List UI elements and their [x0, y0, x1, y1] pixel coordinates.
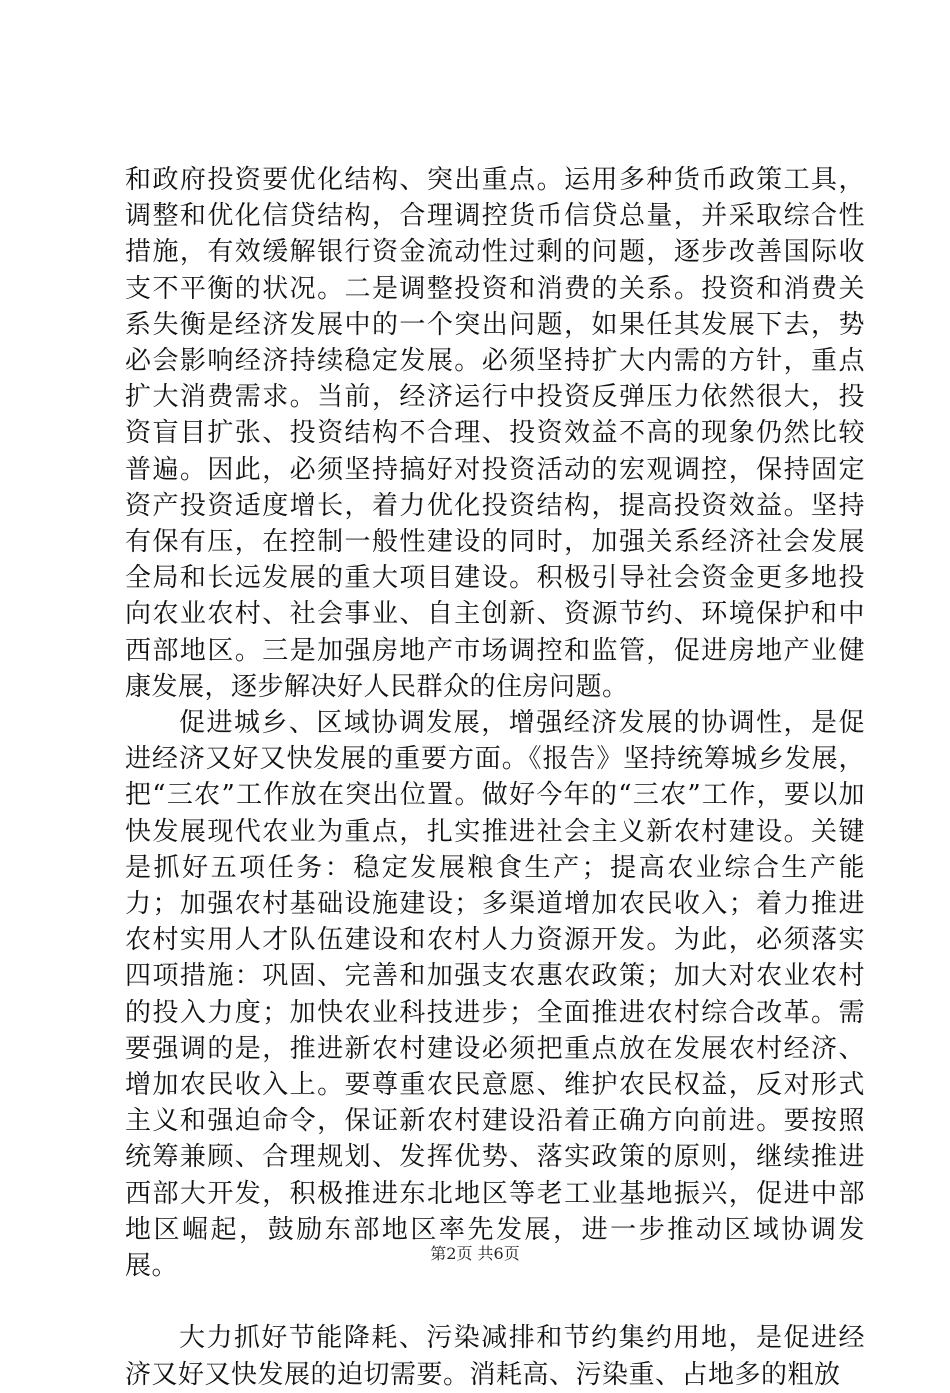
page-footer: 第2页 共6页 — [430, 1244, 520, 1263]
paragraph-3: 大力抓好节能降耗、污染减排和节约集约用地，是促进经济又好又快发展的迫切需要。消耗高、污染重、占地多的粗放 — [125, 1323, 865, 1390]
document-body — [125, 162, 865, 1393]
paragraph-1: 和政府投资要优化结构、突出重点。运用多种货币政策工具，调整和优化信贷结构，合理调控货币信贷总量，并采取综合性措施，有效缓解银行资金流动性过剩的问题，逐步改善国际收支不平衡的状况。二是调整投资和消费的关系。投资和消费关系失衡是经济发展中的一个突出问题，如果任其发展下去，势必会影响经济持续稳定发展。必须坚持扩大内需的方针，重点扩大消费需求。当前，经济运行中投资反弹压力依然很大，投资盲目扩张、投资结构不合理、投资效益不高的现象仍然比较普遍。因此，必须坚持搞好对投资活动的宏观调控，保持固定资产投资适度增长，着力优化投资结构，提高投资效益。坚持有保有压，在控制一般性建设的同时，加强关系经济社会发展全局和长远发展的重大项目建设。积极引导社会资金更多地投向农业农村、社会事业、自主创新、资源节约、环境保护和中西部地区。三是加强房地产市场调控和监管，促进房地产业健康发展，逐步解决好人民群众的住房问题。 — [125, 165, 865, 702]
paragraph-2: 促进城乡、区域协调发展，增强经济发展的协调性，是促进经济又好又快发展的重要方面。《报告》坚持统筹城乡发展，把“三农”工作放在突出位置。做好今年的“三农”工作，要以加快发展现代农业为重点，扎实推进社会主义新农村建设。关键是抓好五项任务：稳定发展粮食生产；提高农业综合生产能力；加强农村基础设施建设；多渠道增加农民收入；着力推进农村实用人才队伍建设和农村人力资源开发。为此，必须落实四项措施：巩固、完善和加强支农惠农政策；加大对农业农村的投入力度；加快农业科技进步；全面推进农村综合改革。需要强调的是，推进新农村建设必须把重点放在发展农村经济、增加农民收入上。要尊重农民意愿、维护农民权益，反对形式主义和强迫命令，保证新农村建设沿着正确方向前进。要按照统筹兼顾、合理规划、发挥优势、落实政策的原则，继续推进西部大开发，积极推进东北地区等老工业基地振兴，促进中部地区崛起，鼓励东部地区率先发展，进一步推动区域协调发展。 — [125, 708, 865, 1282]
